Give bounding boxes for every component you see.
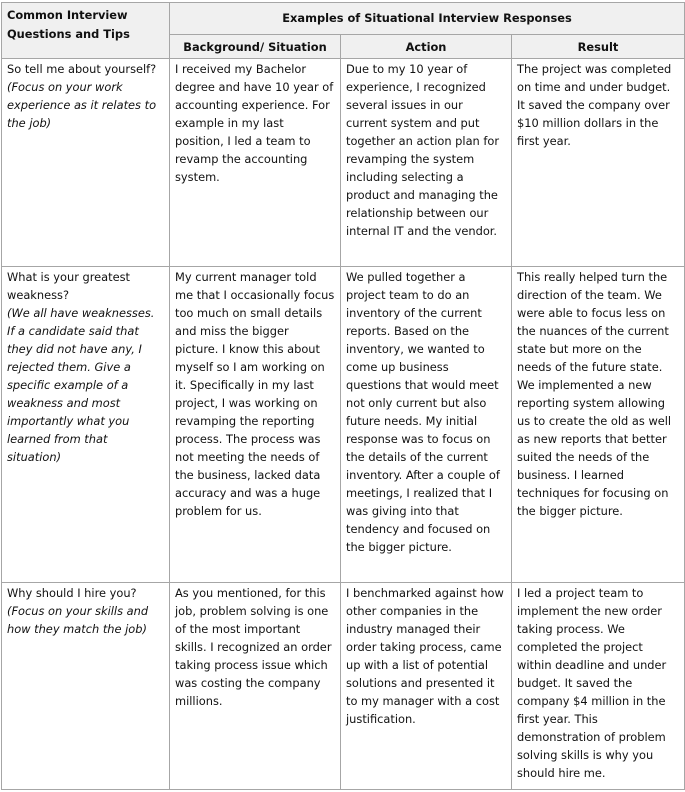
question-tip: (Focus on your skills and how they match the job) — [7, 604, 149, 636]
action-cell: We pulled together a project team to do an inventory of the current reports. Based on the inventory, we wanted to come up business questions that would meet not only current but also future needs. My initial response was to focus on the details of the current inventory. After a couple of meetings, I realized that I was giving into that tendency and focused on the bigger picture. — [341, 267, 512, 583]
question-cell — [2, 267, 170, 583]
question-tip: (Focus on your work experience as it relates to the job) — [7, 80, 157, 130]
interview-responses-table — [1, 2, 685, 790]
table-row — [2, 583, 685, 790]
question-text: What is your greatest weakness? — [7, 270, 131, 302]
header-row-group — [2, 3, 685, 35]
background-cell: My current manager told me that I occasionally focus too much on small details and miss the bigger picture. I know this about myself so I am working on it. Specifically in my last project, I was working on revamping the reporting process. The process was not meeting the needs of the business, lacked data accuracy and was a huge problem for us. — [170, 267, 341, 583]
header-result: Result — [512, 35, 685, 59]
header-background: Background/ Situation — [170, 35, 341, 59]
header-questions-tips: Common Interview Questions and Tips — [2, 3, 170, 59]
question-cell — [2, 59, 170, 267]
table-row — [2, 267, 685, 583]
result-cell: The project was completed on time and under budget. It saved the company over $10 million dollars in the first year. — [512, 59, 685, 267]
header-action: Action — [341, 35, 512, 59]
action-cell: I benchmarked against how other companies in the industry managed their order taking process, came up with a list of potential solutions and presented it to my manager with a cost justification. — [341, 583, 512, 790]
result-cell: I led a project team to implement the new order taking process. We completed the project within deadline and under budget. It saved the company $4 million in the first year. This demonstration of problem solving skills is why you should hire me. — [512, 583, 685, 790]
header-examples-group: Examples of Situational Interview Responses — [170, 3, 685, 35]
question-text: So tell me about yourself? — [7, 62, 157, 76]
table-row — [2, 59, 685, 267]
action-cell: Due to my 10 year of experience, I recognized several issues in our current system and put together an action plan for revamping the system including selecting a product and managing the relationship between our internal IT and the vendor. — [341, 59, 512, 267]
background-cell: I received my Bachelor degree and have 10 year of accounting experience. For example in my last position, I led a team to revamp the accounting system. — [170, 59, 341, 267]
background-cell: As you mentioned, for this job, problem solving is one of the most important skills. I recognized an order taking process issue which was costing the company millions. — [170, 583, 341, 790]
question-tip: (We all have weaknesses. If a candidate said that they did not have any, I rejected them. Give a specific example of a weakness and most importantly what you learned from that situation) — [7, 306, 155, 464]
result-cell: This really helped turn the direction of the team. We were able to focus less on the nuances of the current state but more on the needs of the future state. We implemented a new reporting system allowing us to create the old as well as new reports that better suited the needs of the business. I learned techniques for focusing on the bigger picture. — [512, 267, 685, 583]
question-text: Why should I hire you? — [7, 586, 137, 600]
question-cell — [2, 583, 170, 790]
